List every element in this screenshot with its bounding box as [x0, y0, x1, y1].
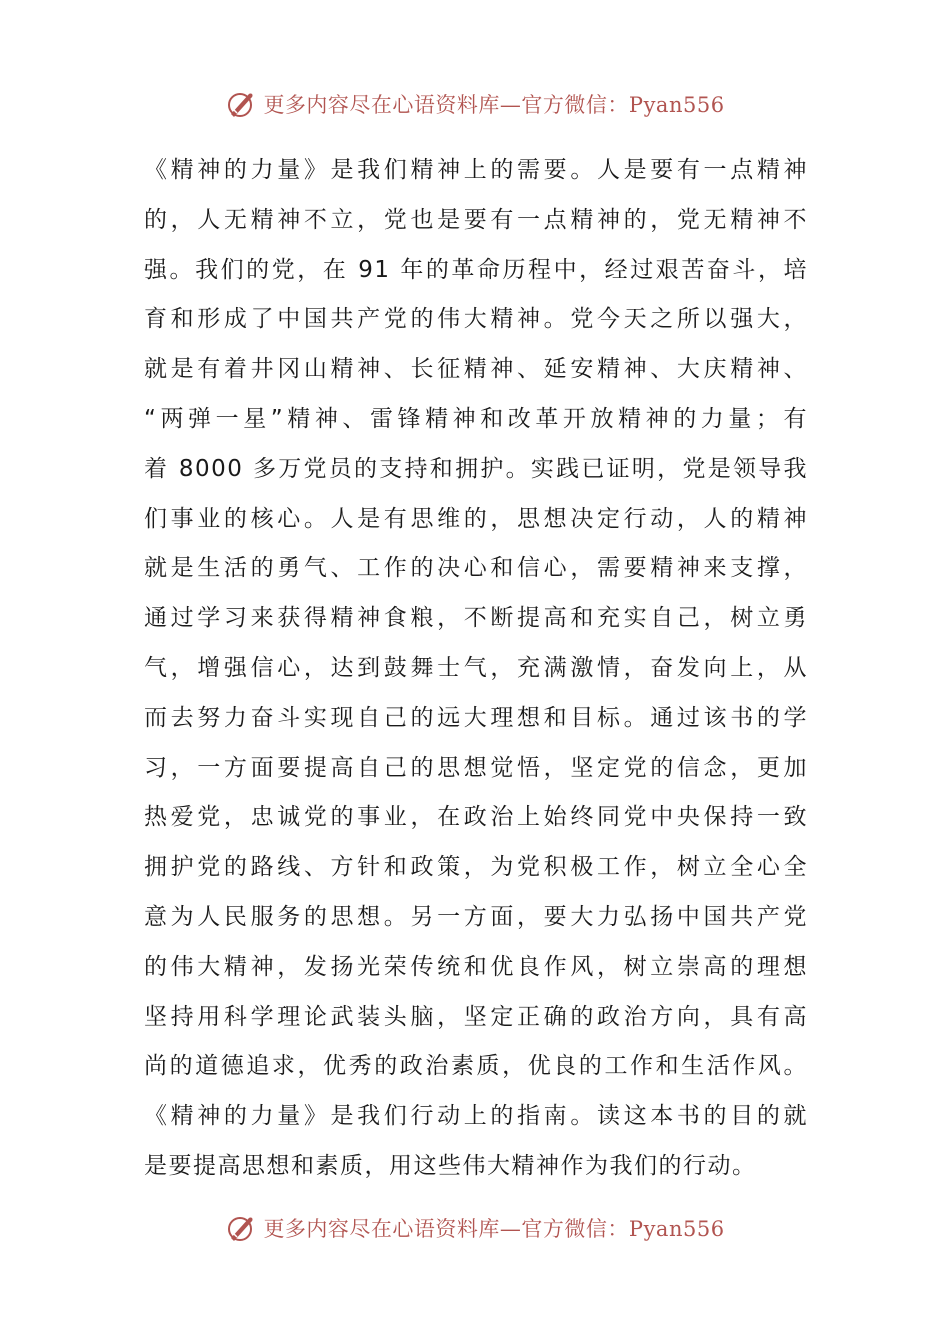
body-line: 拥护党的路线、方针和政策，为党积极工作，树立全心全 [144, 854, 808, 881]
body-line: 尚的道德追求，优秀的政治素质，优良的工作和生活作风。 [144, 1053, 808, 1080]
document-body [144, 146, 808, 1192]
body-line: 气，增强信心，达到鼓舞士气，充满激情，奋发向上，从 [144, 654, 808, 681]
footer-watermark-text: 更多内容尽在心语资料库—官方微信：Pyan556 [263, 1217, 725, 1241]
body-line: 习，一方面要提高自己的思想觉悟，坚定党的信念，更加 [144, 754, 808, 781]
pen-circle-logo-icon [225, 88, 257, 120]
body-line: 的，人无精神不立，党也是要有一点精神的，党无精神不 [144, 206, 808, 233]
body-line: 坚持用科学理论武装头脑，坚定正确的政治方向，具有高 [144, 1003, 808, 1030]
body-line: 《精神的力量》是我们精神上的需要。人是要有一点精神 [144, 157, 808, 183]
body-line: 就是有着井冈山精神、长征精神、延安精神、大庆精神、 [144, 356, 808, 383]
pen-circle-logo-icon [225, 1212, 257, 1244]
body-line: 的伟大精神，发扬光荣传统和优良作风，树立崇高的理想 [144, 953, 808, 980]
body-line: 育和形成了中国共产党的伟大精神。党今天之所以强大， [144, 306, 808, 333]
body-line: “两弹一星”精神、雷锋精神和改革开放精神的力量；有 [144, 405, 808, 432]
body-line: 是要提高思想和素质，用这些伟大精神作为我们的行动。 [144, 1152, 757, 1179]
body-line: 而去努力奋斗实现自己的远大理想和目标。通过该书的学 [144, 704, 808, 731]
body-line: 强。我们的党，在 91 年的革命历程中，经过艰苦奋斗，培 [144, 256, 808, 283]
body-line: 就是生活的勇气、工作的决心和信心，需要精神来支撑， [144, 555, 808, 582]
header-watermark-text: 更多内容尽在心语资料库—官方微信：Pyan556 [263, 93, 725, 117]
footer-watermark [0, 1208, 950, 1248]
body-line: 意为人民服务的思想。另一方面，要大力弘扬中国共产党 [144, 903, 808, 930]
body-line: 热爱党，忠诚党的事业，在政治上始终同党中央保持一致 [144, 804, 808, 831]
body-line: 们事业的核心。人是有思维的，思想决定行动，人的精神 [144, 505, 808, 532]
body-line: 《精神的力量》是我们行动上的指南。读这本书的目的就 [144, 1103, 808, 1130]
body-line: 通过学习来获得精神食粮，不断提高和充实自己，树立勇 [144, 605, 808, 632]
header-watermark [0, 84, 950, 124]
body-line: 着 8000 多万党员的支持和拥护。实践已证明，党是领导我 [144, 455, 808, 482]
